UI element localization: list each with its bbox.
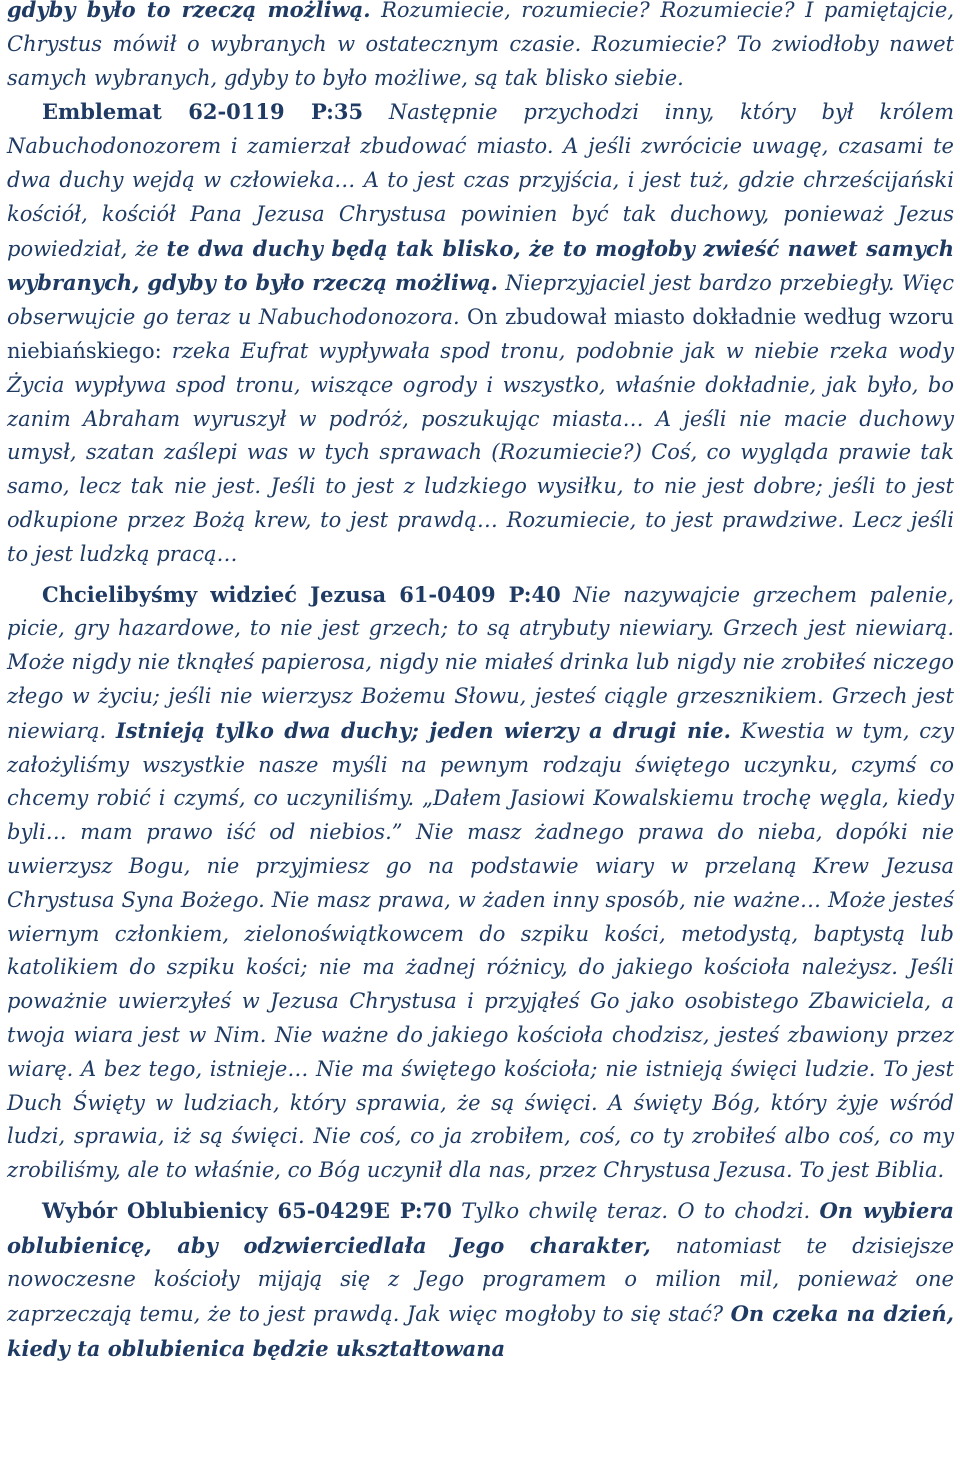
body-text: Nieprzyjaciel jest bardzo przebiegły. Więc obserwujcie go teraz u Nabuchodonozora. bbox=[7, 271, 955, 330]
emphasis-text: Istnieją tylko dwa duchy; jeden wierzy a drugi nie. bbox=[115, 717, 731, 743]
body-text: Kwestia w tym, czy założyliśmy wszystkie nasze myśli na pewnym rodzaju świętego uczynku, czymś co chcemy robić i czymś, co uczyniliśmy. „Dałem Jasiowi Kowalskiemu trochę węgla, kiedy byli… mam prawo iść od niebios.” Nie masz żadnego prawa do nieba, dopóki nie uwierzysz Bogu, nie przyjmiesz go na podstawie wiary w przelaną Krew Jezusa Chrystusa Syna Bożego. Nie masz prawa, w żaden inny sposób, nie ważne… Może jesteś wiernym członkiem, zielonoświątkowcem do szpiku kości, metodystą, baptystą lub katolikiem do szpiku kości; nie ma żadnej różnicy, do jakiego kościoła należysz. Jeśli poważnie uwierzyłeś w Jezusa Chrystusa i przyjąłeś Go jako osobistego Zbawiciela, a twoja wiara jest w Nim. Nie ważne do jakiego kościoła chodzisz, jesteś zbawiony przez wiarę. A bez tego, istnieje… Nie ma świętego kościoła; nie istnieją święci ludzie. To jest Duch Święty w ludziach, który sprawia, że są święci. A święty Bóg, który żyje wśród ludzi, sprawia, iż są święci. Nie coś, co ja zrobiłem, coś, co ty zrobiłeś albo coś, co my zrobiliśmy, ale to właśnie, co Bóg uczynił dla nas, przez Chrystusa Jezusa. To jest Biblia. bbox=[7, 718, 954, 1183]
sermon-reference: Emblemat 62-0119 P:35 bbox=[42, 99, 364, 125]
emphasis-text: te dwa duchy będą tak blisko, że to mogłoby zwieść nawet samych wybranych, gdyby to było rzeczą możliwą. bbox=[7, 235, 954, 296]
sermon-reference: Wybór Oblubienicy 65-0429E P:70 bbox=[42, 1197, 452, 1223]
body-text: Nie nazywajcie grzechem palenie, picie, gry hazardowe, to nie jest grzech; to są atrybuty niewiary. Grzech jest niewiarą. Może nigdy nie tknąłeś papierosa, nigdy nie miałeś drinka lub nigdy nie zrobiłeś niczego złego w życiu; jeśli nie wierzysz Bożemu Słowu, jesteś ciągle grzesznikiem. Grzech jest niewiarą. bbox=[7, 582, 954, 743]
emphasis-text: On czeka na dzień, kiedy ta oblubienica będzie ukształtowana bbox=[7, 1301, 954, 1362]
paragraph-wybor-oblubienicy bbox=[7, 1194, 954, 1367]
paragraph-chcielibysmy bbox=[7, 578, 954, 1188]
paragraph-continued bbox=[7, 0, 954, 95]
emphasis-text: On wybiera oblubienicę, aby odzwierciedlała Jego charakter, bbox=[7, 1197, 954, 1258]
body-text: Rozumiecie, rozumiecie? Rozumiecie? I pamiętajcie, Chrystus mówił o wybranych w ostatecznym czasie. Rozumiecie? To zwiodłoby nawet samych wybranych, gdyby to było możliwe, są tak blisko siebie. bbox=[7, 0, 954, 90]
body-text: On zbudował miasto dokładnie według wzoru niebiańskiego: bbox=[7, 305, 954, 363]
body-text: Tylko chwilę teraz. O to chodzi. bbox=[451, 1198, 820, 1223]
body-text: Następnie przychodzi inny, który był królem Nabuchodonozorem i zamierzał zbudować miasto. bbox=[7, 100, 954, 159]
paragraph-emblemat bbox=[7, 95, 954, 571]
body-text: rzeka Eufrat wypływała spod tronu, podobnie jak w niebie rzeka wody Życia wypływa spod tronu, wiszące ogrody i wszystko, właśnie dokładnie, jak było, bo zanim Abraham wyruszył w podróż, poszukując miasta… A jeśli nie macie duchowy umysł, szatan zaślepi was w tych sprawach (Rozumiecie?) Coś, co wygląda prawie tak samo, lecz tak nie jest. Jeśli to jest z ludzkiego wysiłku, to nie jest dobre; jeśli to jest odkupione przez Bożą krew, to jest prawdą… Rozumiecie, to jest prawdziwe. Lecz jeśli to jest ludzką pracą… bbox=[7, 338, 954, 566]
emphasis-text: gdyby było to rzeczą możliwą. bbox=[7, 0, 371, 22]
body-text: A jeśli zwrócicie uwagę, czasami te dwa duchy wejdą w człowieka… A to jest czas przyjścia, i jest tuż, gdzie chrześcijański kościół, kościół Pana Jezusa Chrystusa powinien być tak duchowy, ponieważ Jezus powiedział, że bbox=[7, 134, 954, 261]
body-text: natomiast te dzisiejsze nowoczesne kościoły mijają się z Jego programem o milion mil, ponieważ one zaprzeczają temu, że to jest prawdą. Jak więc mogłoby to się stać? bbox=[7, 1233, 954, 1327]
sermon-reference: Chcielibyśmy widzieć Jezusa 61-0409 P:40 bbox=[42, 581, 561, 607]
